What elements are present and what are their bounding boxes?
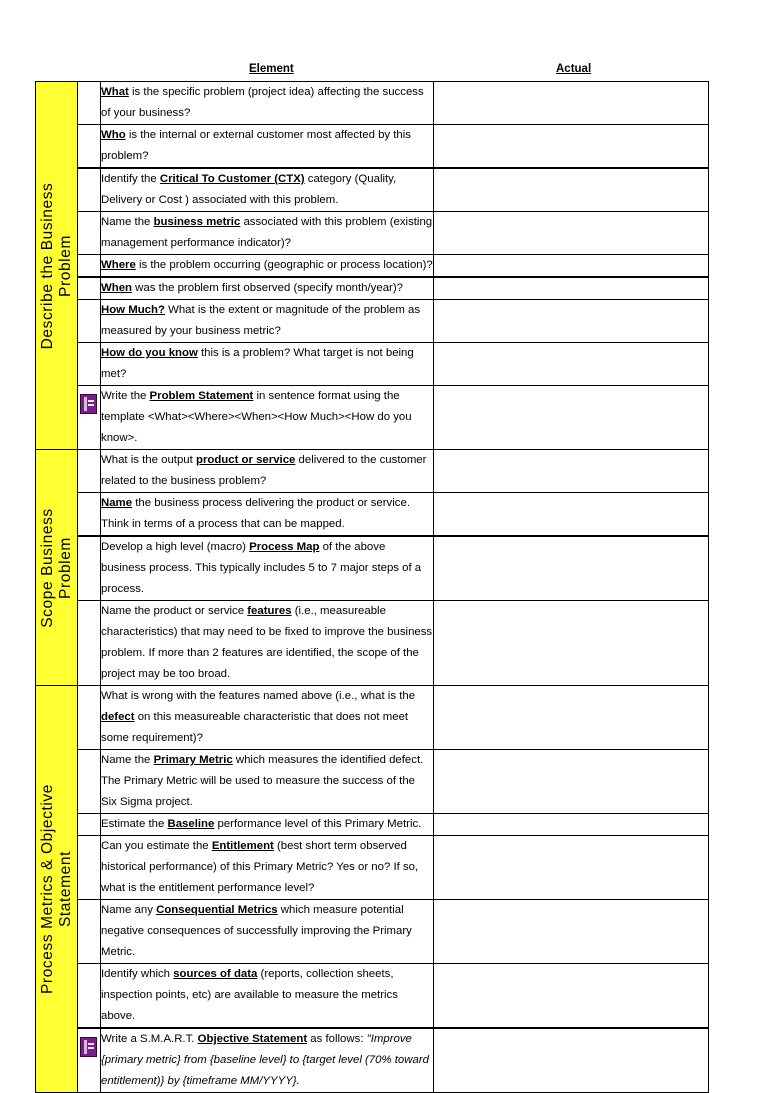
actual-column-header: Actual: [556, 63, 592, 75]
actual-cell[interactable]: [434, 836, 709, 900]
actual-cell[interactable]: [434, 277, 709, 300]
element-cell: How Much? What is the extent or magnitude of the problem as measured by your business metric?: [101, 300, 434, 343]
actual-cell[interactable]: [434, 212, 709, 255]
element-cell: Name the business metric associated with this problem (existing management performance indicator)?: [101, 212, 434, 255]
element-cell: Identify the Critical To Customer (CTX) category (Quality, Delivery or Cost ) associated with this problem.: [101, 168, 434, 212]
element-cell: Where is the problem occurring (geographic or process location)?: [101, 255, 434, 278]
actual-cell[interactable]: [434, 386, 709, 450]
section-scope: [36, 450, 78, 686]
element-cell: Identify which sources of data (reports, collection sheets, inspection points, etc) are available to measure the metrics above.: [101, 964, 434, 1029]
actual-cell[interactable]: [434, 814, 709, 836]
actual-cell[interactable]: [434, 536, 709, 601]
element-cell: How do you know this is a problem? What target is not being met?: [101, 343, 434, 386]
element-cell: Name any Consequential Metrics which measure potential negative consequences of successfully improving the Primary Metric.: [101, 900, 434, 964]
element-cell: When was the problem first observed (specify month/year)?: [101, 277, 434, 300]
actual-cell[interactable]: [434, 686, 709, 750]
actual-cell[interactable]: [434, 255, 709, 278]
actual-cell[interactable]: [434, 493, 709, 537]
element-cell: What is the specific problem (project idea) affecting the success of your business?: [101, 82, 434, 125]
actual-cell[interactable]: [434, 300, 709, 343]
section-label-scope: Scope Business Problem: [38, 507, 74, 628]
section-describe: [36, 82, 78, 450]
icon-cell: [78, 386, 101, 450]
worksheet-table: [35, 81, 709, 1093]
element-cell: Write a S.M.A.R.T. Objective Statement as follows: "Improve {primary metric} from {baseline level} to {target level (70% toward entitlement)} by {timeframe MM/YYYY}.: [101, 1028, 434, 1093]
actual-cell[interactable]: [434, 450, 709, 493]
actual-cell[interactable]: [434, 964, 709, 1029]
actual-cell[interactable]: [434, 900, 709, 964]
element-cell: What is the output product or service delivered to the customer related to the business problem?: [101, 450, 434, 493]
element-cell: Write the Problem Statement in sentence format using the template <What><Where><When><How Much><How do you know>.: [101, 386, 434, 450]
element-cell: Name the Primary Metric which measures the identified defect. The Primary Metric will be used to measure the success of the Six Sigma project.: [101, 750, 434, 814]
section-label-metrics: Process Metrics & Objective Statement: [38, 783, 74, 995]
actual-cell[interactable]: [434, 750, 709, 814]
icon-cell: [78, 1028, 101, 1093]
actual-cell[interactable]: [434, 82, 709, 125]
element-cell: Can you estimate the Entitlement (best short term observed historical performance) of this Primary Metric? Yes or no? If so, what is the entitlement performance level?: [101, 836, 434, 900]
element-cell: Name the product or service features (i.e., measureable characteristics) that may need to be fixed to improve the business problem. If more than 2 features are identified, the scope of the project may be too broad.: [101, 601, 434, 686]
element-cell: Develop a high level (macro) Process Map of the above business process. This typically includes 5 to 7 major steps of a process.: [101, 536, 434, 601]
book-icon: [80, 394, 97, 414]
actual-cell[interactable]: [434, 168, 709, 212]
element-cell: What is wrong with the features named above (i.e., what is the defect on this measureable characteristic that does not meet some requirement)?: [101, 686, 434, 750]
actual-cell[interactable]: [434, 125, 709, 169]
actual-cell[interactable]: [434, 601, 709, 686]
book-icon: [80, 1037, 97, 1057]
element-cell: Name the business process delivering the product or service. Think in terms of a process that can be mapped.: [101, 493, 434, 537]
section-label-describe: Describe the Business Problem: [38, 182, 74, 349]
section-metrics: [36, 686, 78, 1093]
element-cell: Estimate the Baseline performance level of this Primary Metric.: [101, 814, 434, 836]
actual-cell[interactable]: [434, 1028, 709, 1093]
actual-cell[interactable]: [434, 343, 709, 386]
element-column-header: Element: [249, 63, 294, 75]
element-cell: Who is the internal or external customer most affected by this problem?: [101, 125, 434, 169]
